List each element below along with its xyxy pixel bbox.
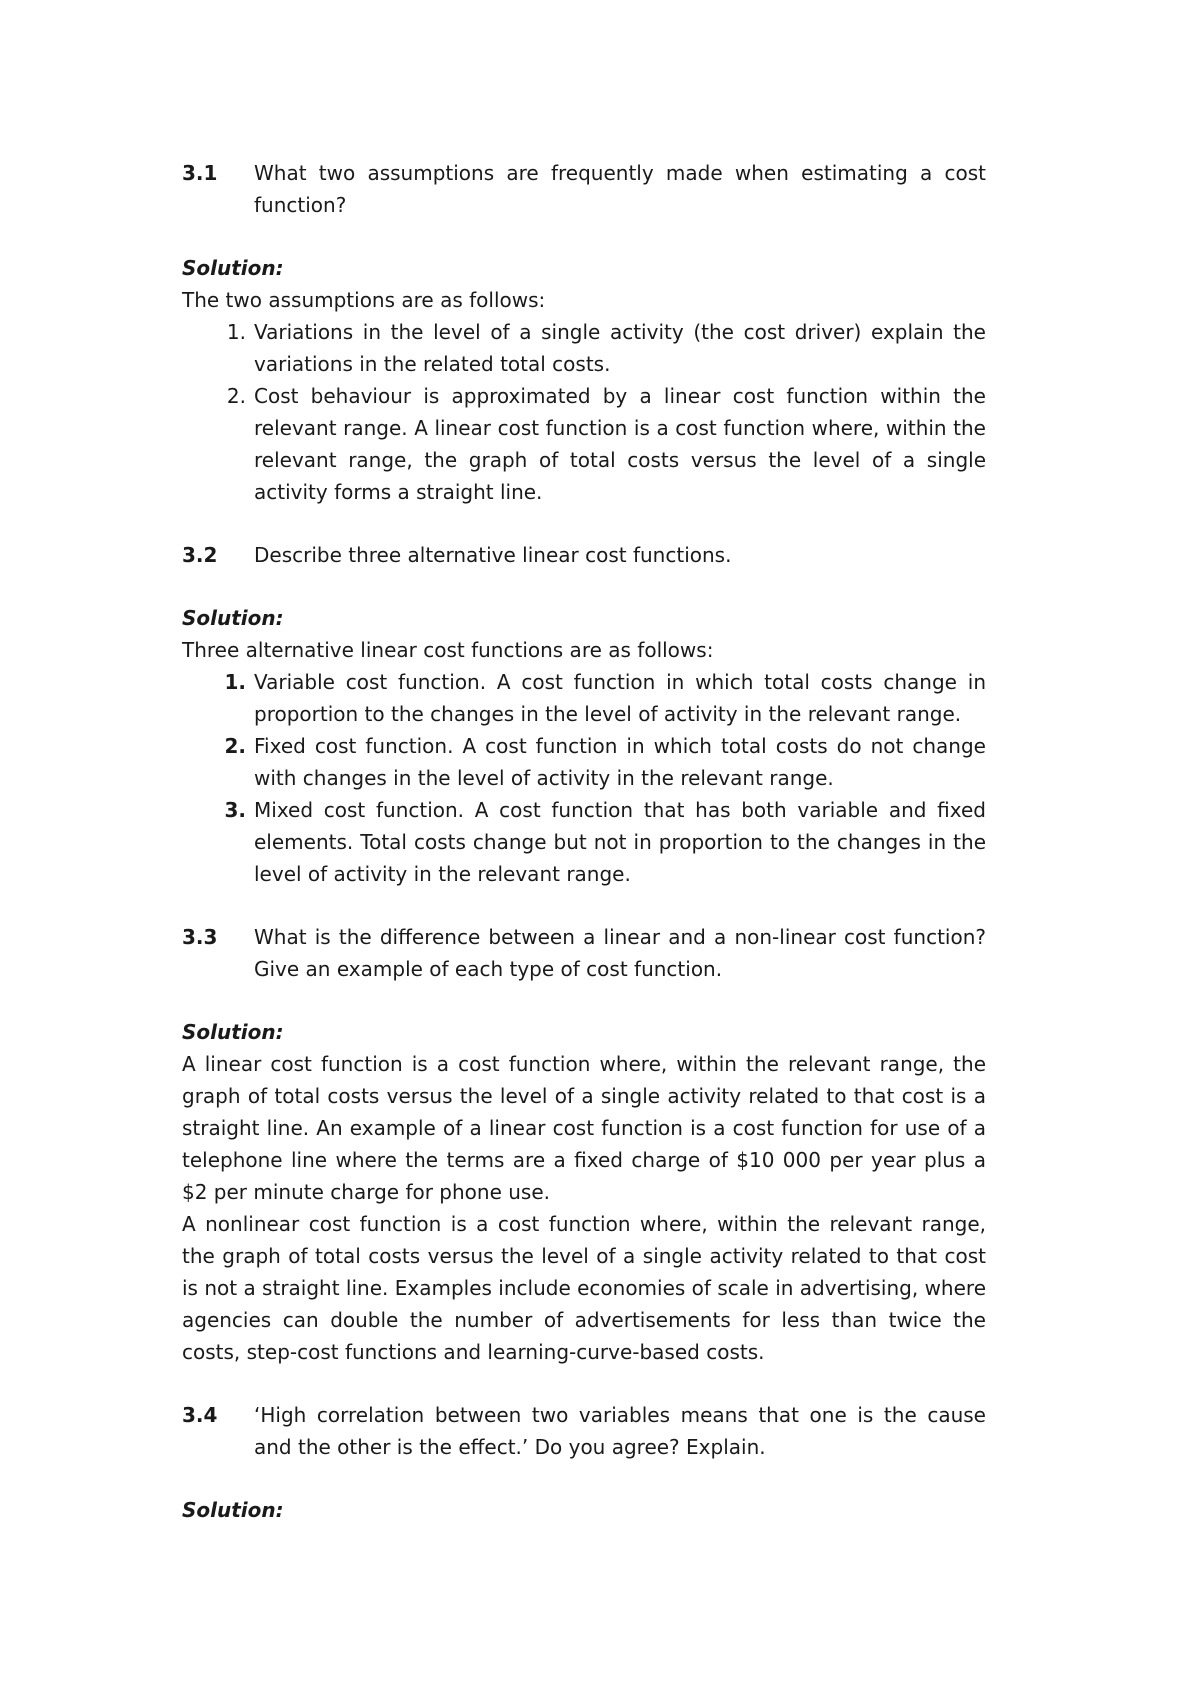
list-item-text: Variations in the level of a single activity (the cost driver) explain the variations in the related total costs. bbox=[254, 320, 986, 376]
question-text: ‘High correlation between two variables means that one is the cause and the other is the effect.’ Do you agree? Explain. bbox=[254, 1403, 986, 1459]
solution-label: Solution: bbox=[182, 1020, 284, 1044]
list-item bbox=[182, 380, 986, 508]
solution-paragraph: A linear cost function is a cost function where, within the relevant range, the graph of total costs versus the level of a single activity related to that cost is a straight line. An example of a linear cost function is a cost function for use of a telephone line where the terms are a fixed charge of $10 000 per year plus a $2 per minute charge for phone use. bbox=[182, 1052, 986, 1204]
list-item bbox=[182, 666, 986, 730]
solution-label: Solution: bbox=[182, 256, 284, 280]
list-item-number: 1. bbox=[226, 320, 246, 344]
question-number: 3.1 bbox=[182, 161, 218, 185]
cost-functions-list bbox=[182, 666, 986, 890]
solution-intro: The two assumptions are as follows: bbox=[182, 288, 546, 312]
solution-paragraph: A nonlinear cost function is a cost function where, within the relevant range, the graph of total costs versus the level of a single activity related to that cost is not a straight line. Examples include economies of scale in advertising, where agencies can double the number of advertisements for less than twice the costs, step-cost functions and learning-curve-based costs. bbox=[182, 1212, 986, 1364]
list-item-number: 3. bbox=[224, 798, 246, 822]
question-number: 3.3 bbox=[182, 925, 218, 949]
question-3-2 bbox=[182, 539, 986, 571]
solution-label: Solution: bbox=[182, 1498, 284, 1522]
list-item-number: 2. bbox=[224, 734, 246, 758]
question-3-1 bbox=[182, 157, 986, 221]
question-number: 3.4 bbox=[182, 1403, 218, 1427]
question-text: What two assumptions are frequently made when estimating a cost function? bbox=[254, 161, 986, 217]
assumptions-list bbox=[182, 316, 986, 508]
list-item-number: 2. bbox=[226, 384, 246, 408]
question-3-3 bbox=[182, 921, 986, 985]
list-item-text: Mixed cost function. A cost function that has both variable and fixed elements. Total costs change but not in proportion to the changes in the level of activity in the relevant range. bbox=[254, 798, 986, 886]
list-item-text: Fixed cost function. A cost function in which total costs do not change with changes in the level of activity in the relevant range. bbox=[254, 734, 986, 790]
list-item bbox=[182, 730, 986, 794]
question-3-4 bbox=[182, 1399, 986, 1463]
list-item bbox=[182, 316, 986, 380]
solution-label: Solution: bbox=[182, 606, 284, 630]
question-number: 3.2 bbox=[182, 543, 218, 567]
list-item-number: 1. bbox=[224, 670, 246, 694]
question-text: What is the difference between a linear and a non-linear cost function? Give an example of each type of cost function. bbox=[254, 925, 986, 981]
list-item-text: Variable cost function. A cost function in which total costs change in proportion to the changes in the level of activity in the relevant range. bbox=[254, 670, 986, 726]
document-page bbox=[182, 157, 986, 1526]
solution-intro: Three alternative linear cost functions are as follows: bbox=[182, 638, 714, 662]
list-item bbox=[182, 794, 986, 890]
list-item-text: Cost behaviour is approximated by a linear cost function within the relevant range. A linear cost function is a cost function where, within the relevant range, the graph of total costs versus the level of a single activity forms a straight line. bbox=[254, 384, 986, 504]
question-text: Describe three alternative linear cost functions. bbox=[254, 543, 732, 567]
